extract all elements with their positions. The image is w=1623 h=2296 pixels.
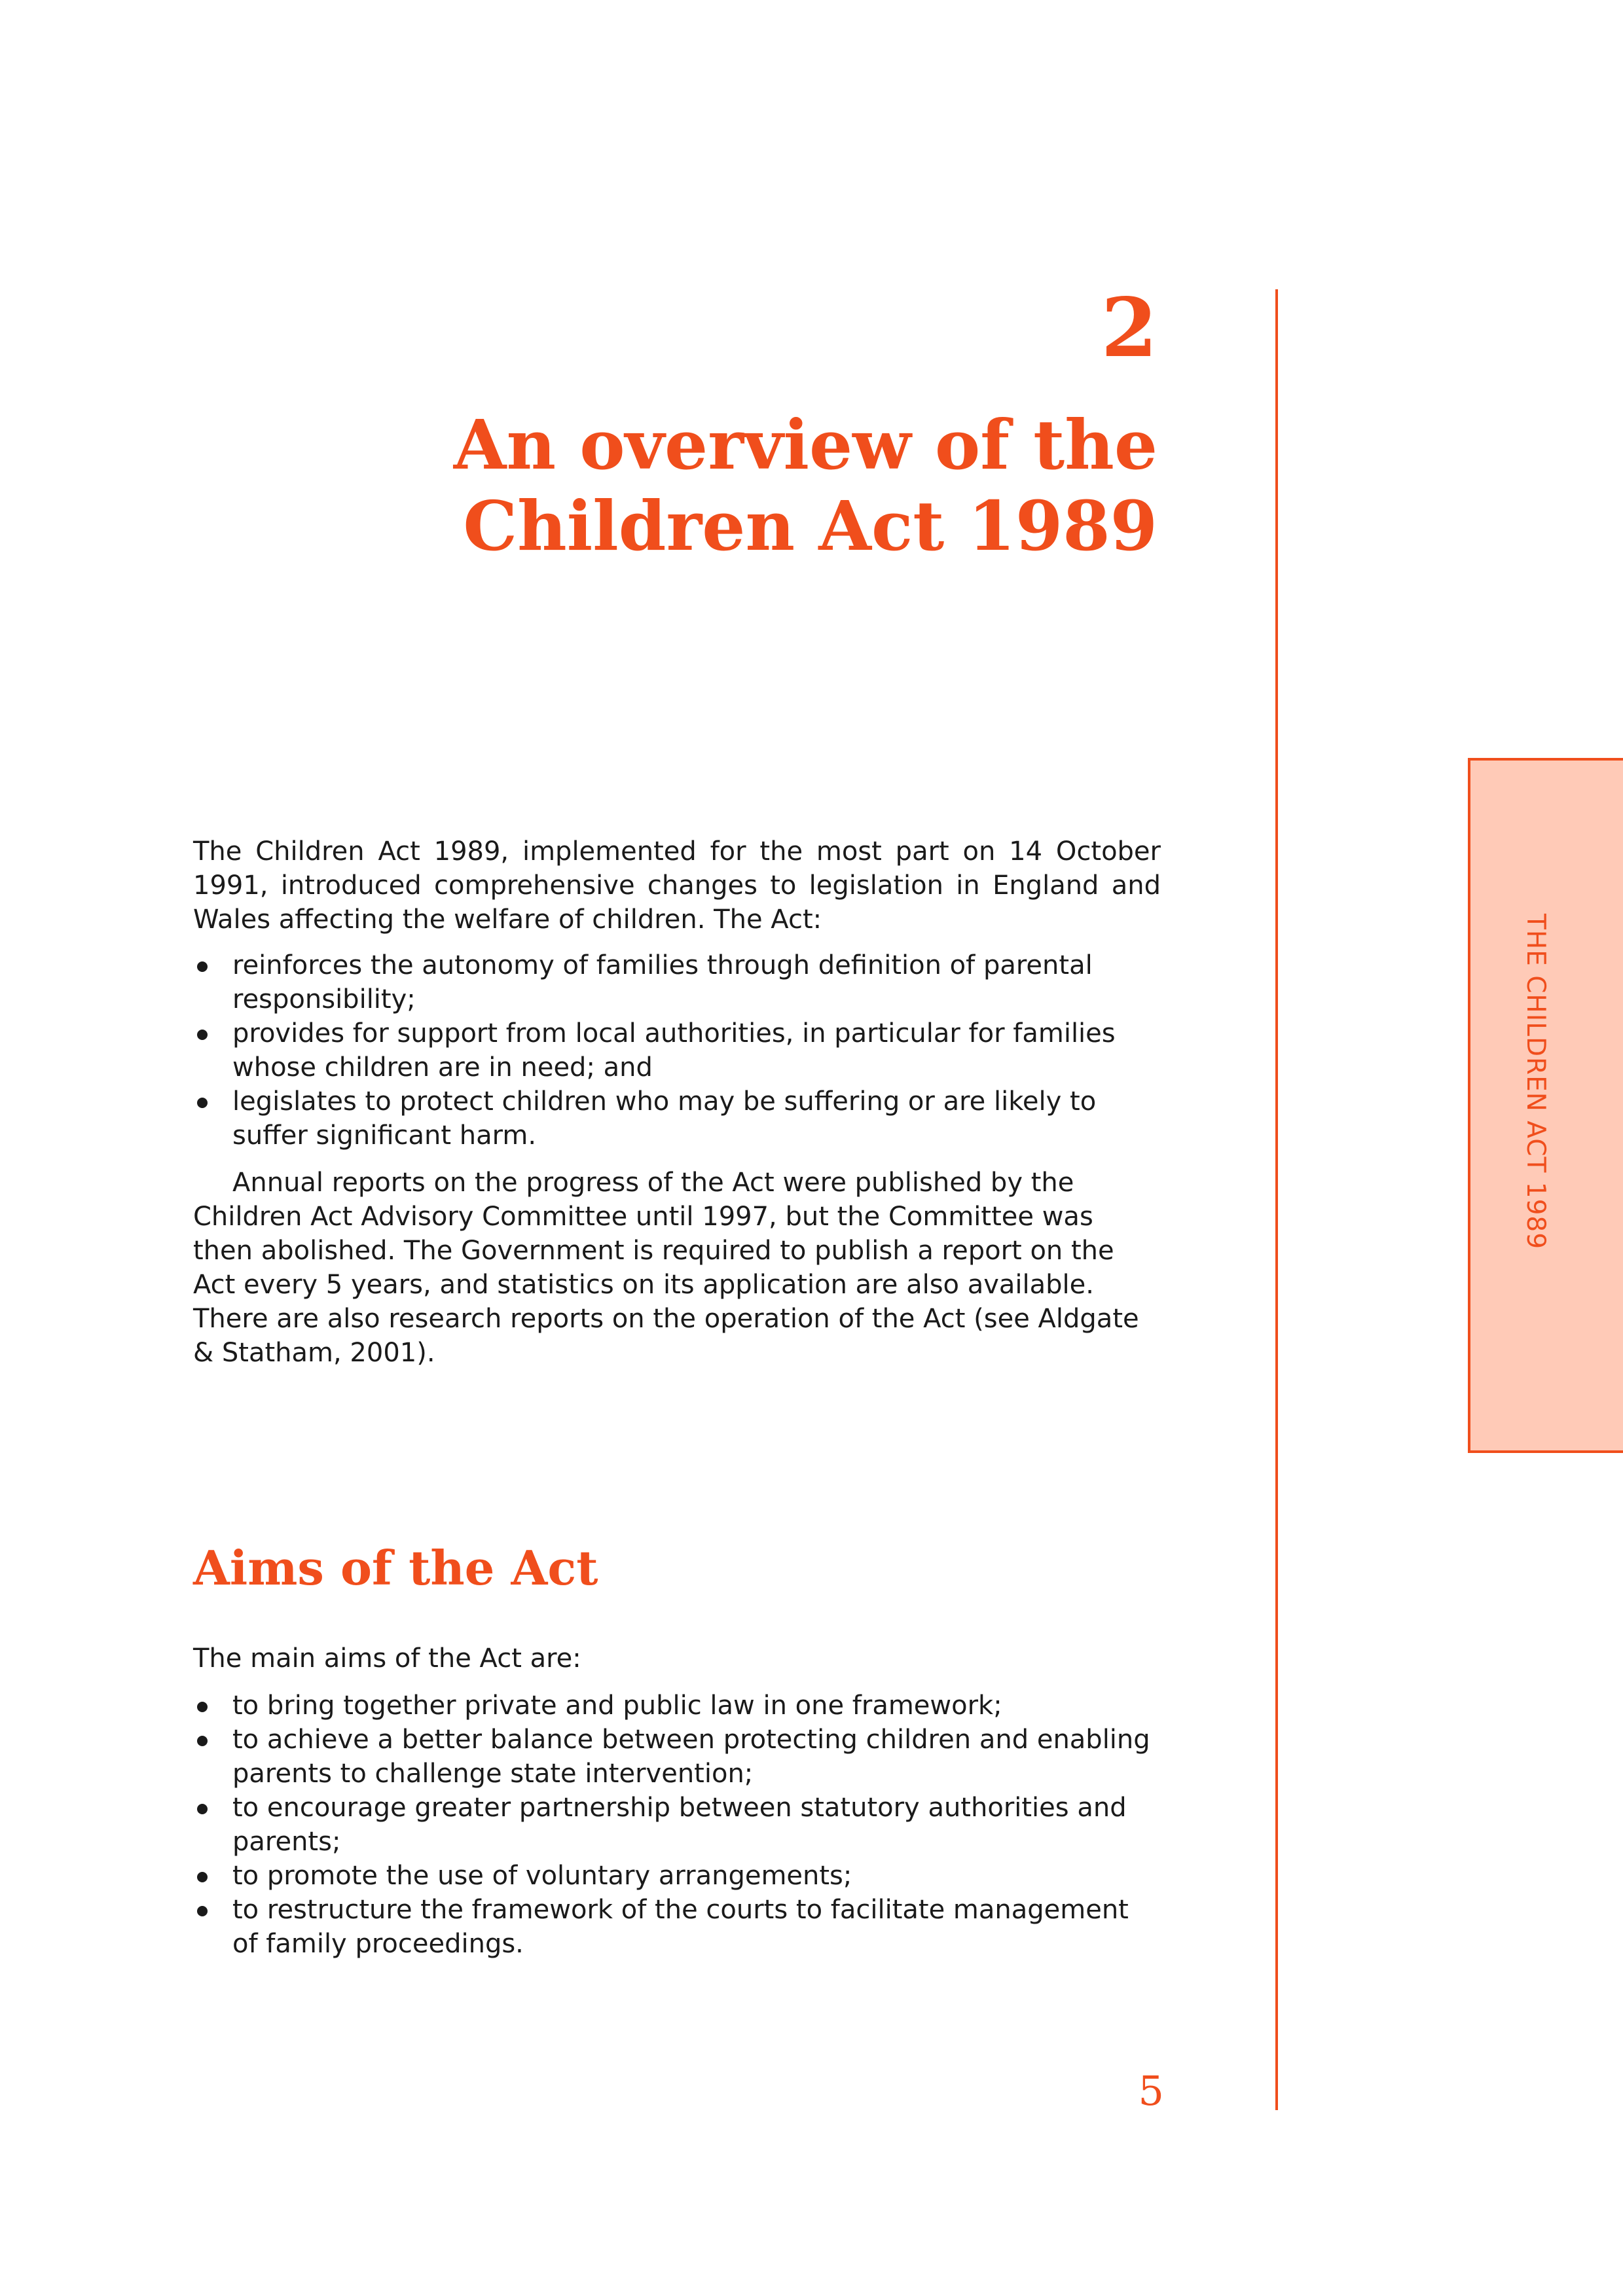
list-item	[193, 1893, 1161, 1961]
intro-paragraph: The Children Act 1989, implemented for the most part on 14 October 1991, introduced comprehensive changes to legislation in England and Wales affecting the welfare of children. The Act:	[193, 836, 1161, 935]
bullet-icon	[197, 1736, 208, 1746]
aims-bullet-list	[193, 1689, 1161, 1961]
list-item	[193, 1689, 1161, 1723]
list-item-text: to bring together private and public law in one framework;	[232, 1691, 1002, 1721]
bullet-icon	[197, 1702, 208, 1712]
intro-bullet-list	[193, 948, 1161, 1153]
list-item-text: to achieve a better balance between protecting children and enabling parents to challenge state intervention;	[232, 1725, 1150, 1789]
followup-paragraph: Annual reports on the progress of the Act were published by the Children Act Advisory Committee until 1997, but the Committee was then abolished. The Government is required to publish a report on the Act every 5 years, and statistics on its application are also available. There are also research reports on the operation of the Act (see Aldgate & Statham, 2001).	[193, 1168, 1139, 1368]
list-item	[193, 1859, 1161, 1893]
list-item-text: provides for support from local authorities, in particular for families whose children are in need; and	[232, 1018, 1116, 1083]
aims-lead: The main aims of the Act are:	[193, 1643, 581, 1674]
list-item	[193, 948, 1161, 1016]
aims-heading: Aims of the Act	[193, 1540, 598, 1596]
bullet-icon	[197, 961, 208, 972]
margin-rule	[1275, 289, 1278, 2110]
chapter-title	[367, 404, 1158, 567]
bullet-icon	[197, 1030, 208, 1040]
list-item	[193, 1791, 1161, 1859]
list-item	[193, 1016, 1161, 1085]
bullet-icon	[197, 1804, 208, 1814]
bullet-icon	[197, 1906, 208, 1916]
bullet-icon	[197, 1098, 208, 1108]
chapter-title-line-2: Children Act 1989	[463, 486, 1158, 566]
list-item-text: reinforces the autonomy of families through definition of parental responsibility;	[232, 950, 1093, 1014]
list-item-text: to encourage greater partnership between statutory authorities and parents;	[232, 1793, 1127, 1857]
list-item-text: to promote the use of voluntary arrangements;	[232, 1861, 852, 1891]
side-tab-label: THE CHILDREN ACT 1989	[1521, 914, 1550, 1250]
page-number: 5	[1138, 2067, 1164, 2115]
intro-section	[193, 834, 1161, 1370]
chapter-title-line-1: An overview of the	[453, 404, 1158, 485]
list-item	[193, 1723, 1161, 1791]
list-item	[193, 1085, 1161, 1153]
chapter-number: 2	[1101, 281, 1158, 376]
list-item-text: to restructure the framework of the courts to facilitate management of family proceedings.	[232, 1895, 1129, 1959]
bullet-icon	[197, 1872, 208, 1882]
list-item-text: legislates to protect children who may be suffering or are likely to suffer significant harm.	[232, 1086, 1097, 1151]
aims-section	[193, 1641, 1161, 1961]
